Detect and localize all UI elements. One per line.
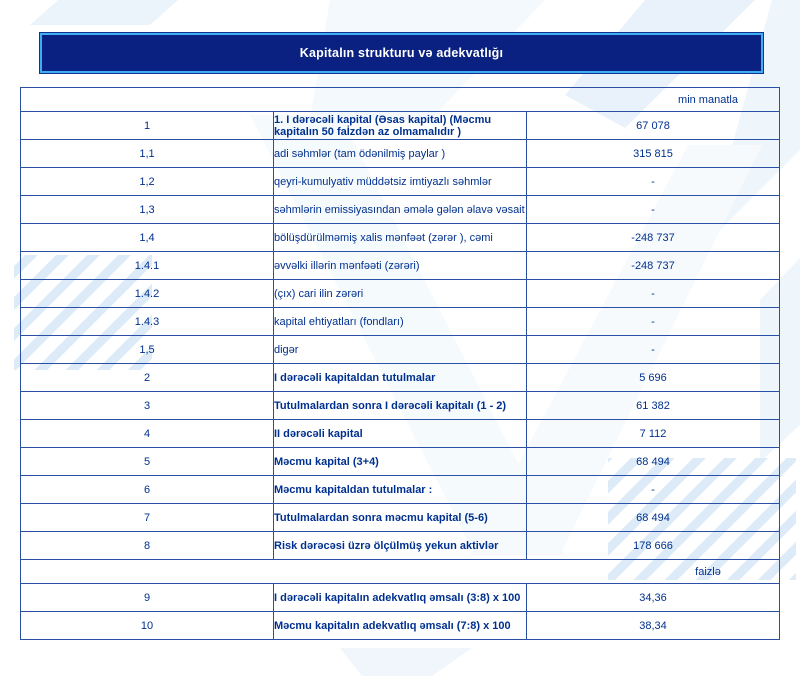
units-label-top: min manatla xyxy=(678,93,738,106)
table-row xyxy=(21,532,780,560)
row-number-cell: 1.4.2 xyxy=(21,280,274,308)
row-number-cell: 1,4 xyxy=(21,224,274,252)
row-number-cell: 1,3 xyxy=(21,196,274,224)
row-value-cell: 38,34 xyxy=(527,612,780,640)
table-row xyxy=(21,504,780,532)
row-description-cell: I dərəcəli kapitalın adekvatlıq əmsalı (3:8) x 100 xyxy=(274,584,527,612)
row-value-cell: - xyxy=(527,168,780,196)
row-description-cell: Məcmu kapital (3+4) xyxy=(274,448,527,476)
row-description-cell: qeyri-kumulyativ müddətsiz imtiyazlı səhmlər xyxy=(274,168,527,196)
row-value-cell: - xyxy=(527,336,780,364)
row-description-cell: səhmlərin emissiyasından əmələ gələn əlavə vəsait xyxy=(274,196,527,224)
table-row xyxy=(21,224,780,252)
row-description-cell: kapital ehtiyatları (fondları) xyxy=(274,308,527,336)
row-number-cell: 3 xyxy=(21,392,274,420)
row-value-cell: 61 382 xyxy=(527,392,780,420)
row-value-cell: 68 494 xyxy=(527,448,780,476)
row-value-cell: - xyxy=(527,476,780,504)
table-row xyxy=(21,612,780,640)
units-row-top xyxy=(21,88,780,112)
table-row xyxy=(21,168,780,196)
row-number-cell: 2 xyxy=(21,364,274,392)
table-row xyxy=(21,280,780,308)
table-row xyxy=(21,364,780,392)
row-value-cell: 67 078 xyxy=(527,112,780,140)
row-description-cell: Məcmu kapitaldan tutulmalar : xyxy=(274,476,527,504)
row-number-cell: 8 xyxy=(21,532,274,560)
row-number-cell: 1.4.1 xyxy=(21,252,274,280)
units-label-mid: faizlə xyxy=(695,565,721,578)
row-value-cell: 34,36 xyxy=(527,584,780,612)
row-value-cell: -248 737 xyxy=(527,224,780,252)
table-row xyxy=(21,476,780,504)
table-row xyxy=(21,308,780,336)
row-description-cell: (çıx) cari ilin zərəri xyxy=(274,280,527,308)
row-description-cell: Tutulmalardan sonra məcmu kapital (5-6) xyxy=(274,504,527,532)
row-number-cell: 5 xyxy=(21,448,274,476)
capital-structure-table xyxy=(20,87,780,640)
table-row xyxy=(21,252,780,280)
row-value-cell: -248 737 xyxy=(527,252,780,280)
row-description-cell: əvvəlki illərin mənfəəti (zərəri) xyxy=(274,252,527,280)
row-number-cell: 7 xyxy=(21,504,274,532)
row-description-cell: Tutulmalardan sonra I dərəcəli kapitalı (1 - 2) xyxy=(274,392,527,420)
table-row xyxy=(21,140,780,168)
row-value-cell: - xyxy=(527,280,780,308)
table-row xyxy=(21,584,780,612)
page-title: Kapitalın strukturu və adekvatlığı xyxy=(299,46,504,60)
watermark-shape xyxy=(30,0,178,25)
row-value-cell: - xyxy=(527,308,780,336)
row-number-cell: 1,1 xyxy=(21,140,274,168)
row-description-cell: II dərəcəli kapital xyxy=(274,420,527,448)
row-value-cell: 5 696 xyxy=(527,364,780,392)
row-number-cell: 1,5 xyxy=(21,336,274,364)
row-description-cell: 1. I dərəcəli kapital (Əsas kapital) (Məcmu kapitalın 50 faİzdən az olmamalıdır ) xyxy=(274,112,527,140)
row-number-cell: 1 xyxy=(21,112,274,140)
table-row xyxy=(21,336,780,364)
table-row xyxy=(21,448,780,476)
title-banner xyxy=(40,33,763,73)
table-row xyxy=(21,196,780,224)
table-row xyxy=(21,420,780,448)
table-row xyxy=(21,112,780,140)
table-row xyxy=(21,392,780,420)
row-number-cell: 6 xyxy=(21,476,274,504)
row-description-cell: bölüşdürülməmiş xalis mənfəət (zərər ), cəmi xyxy=(274,224,527,252)
row-description-cell: Risk dərəcəsi üzrə ölçülmüş yekun aktivlər xyxy=(274,532,527,560)
row-number-cell: 1.4.3 xyxy=(21,308,274,336)
row-number-cell: 4 xyxy=(21,420,274,448)
row-description-cell: digər xyxy=(274,336,527,364)
units-row-mid xyxy=(21,560,780,584)
row-description-cell: adi səhmlər (tam ödənilmiş paylar ) xyxy=(274,140,527,168)
row-value-cell: - xyxy=(527,196,780,224)
row-number-cell: 9 xyxy=(21,584,274,612)
row-value-cell: 7 112 xyxy=(527,420,780,448)
row-description-cell: Məcmu kapitalın adekvatlıq əmsalı (7:8) x 100 xyxy=(274,612,527,640)
row-value-cell: 68 494 xyxy=(527,504,780,532)
row-value-cell: 178 666 xyxy=(527,532,780,560)
row-number-cell: 1,2 xyxy=(21,168,274,196)
watermark-shape xyxy=(340,648,472,676)
row-value-cell: 315 815 xyxy=(527,140,780,168)
row-description-cell: I dərəcəli kapitaldan tutulmalar xyxy=(274,364,527,392)
row-number-cell: 10 xyxy=(21,612,274,640)
